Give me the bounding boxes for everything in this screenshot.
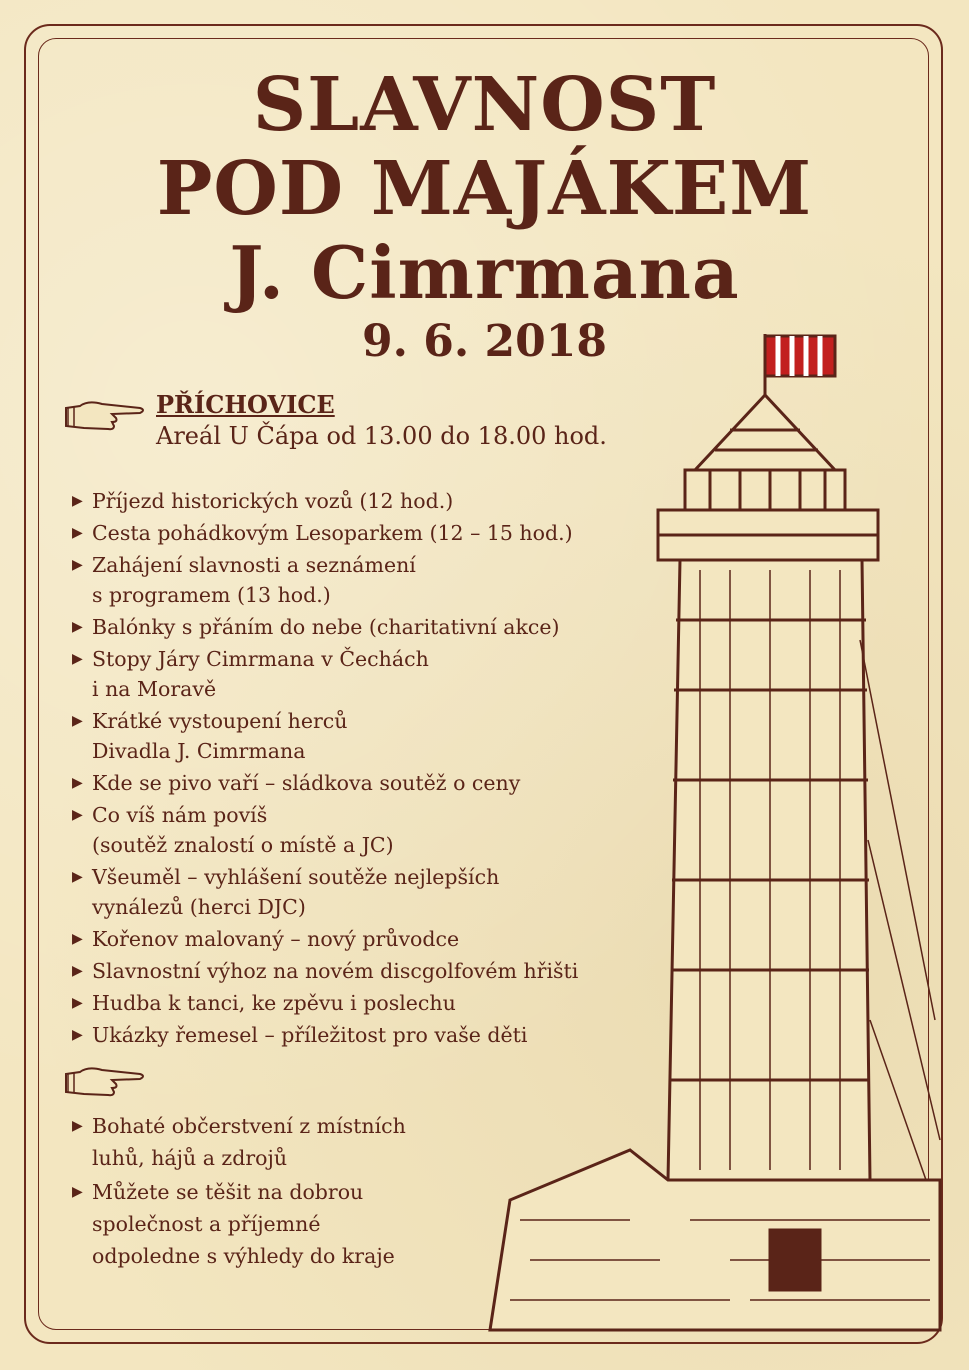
pointing-hand-icon: [62, 394, 146, 434]
triangle-bullet-icon: ▶: [72, 807, 83, 823]
list-item-line1: Všeuměl – vyhlášení soutěže nejlepších: [92, 865, 500, 889]
triangle-bullet-icon: ▶: [72, 493, 83, 509]
list-item-line1: Příjezd historických vozů (12 hod.): [92, 489, 454, 513]
list-item-line3: odpoledne s výhledy do kraje: [92, 1244, 395, 1268]
event-date: 9. 6. 2018: [362, 316, 607, 367]
list-item-line1: Bohaté občerstvení z místních: [92, 1114, 406, 1138]
list-item-line1: Hudba k tanci, ke zpěvu i poslechu: [92, 991, 456, 1015]
triangle-bullet-icon: ▶: [72, 775, 83, 791]
triangle-bullet-icon: ▶: [72, 995, 83, 1011]
triangle-bullet-icon: ▶: [72, 651, 83, 667]
triangle-bullet-icon: ▶: [72, 963, 83, 979]
triangle-bullet-icon: ▶: [72, 525, 83, 541]
list-item-line1: Kde se pivo vaří – sládkova soutěž o ceny: [92, 771, 521, 795]
triangle-bullet-icon: ▶: [72, 713, 83, 729]
list-item-line1: Kořenov malovaný – nový průvodce: [92, 927, 460, 951]
triangle-bullet-icon: ▶: [72, 1118, 83, 1134]
title-line-2: POD MAJÁKEM: [156, 146, 813, 232]
title-line-3: J. Cimrmana: [229, 230, 740, 315]
triangle-bullet-icon: ▶: [72, 1027, 83, 1043]
lighthouse-illustration: [430, 320, 950, 1350]
title-line-1: SLAVNOST: [252, 62, 717, 148]
list-item-line2: vynálezů (herci DJC): [92, 895, 306, 919]
triangle-bullet-icon: ▶: [72, 557, 83, 573]
list-item-line2: luhů, hájů a zdrojů: [92, 1146, 288, 1170]
list-item-line2: s programem (13 hod.): [92, 583, 331, 607]
list-item-line1: Krátké vystoupení herců: [92, 709, 348, 733]
pointing-hand-icon: [62, 1060, 146, 1100]
location-venue: Areál U Čápa od 13.00 do 18.00 hod.: [156, 422, 607, 450]
list-item-line1: Stopy Járy Cimrmana v Čechách: [92, 647, 429, 671]
triangle-bullet-icon: ▶: [72, 869, 83, 885]
list-item-line2: společnost a příjemné: [92, 1212, 321, 1236]
list-item-line1: Zahájení slavnosti a seznámení: [92, 553, 416, 577]
list-item-line1: Ukázky řemesel – příležitost pro vaše děti: [92, 1023, 528, 1047]
list-item-line2: (soutěž znalostí o místě a JC): [92, 833, 394, 857]
list-item-line1: Co víš nám povíš: [92, 803, 268, 827]
list-item-line1: Můžete se těšit na dobrou: [92, 1180, 364, 1204]
triangle-bullet-icon: ▶: [72, 619, 83, 635]
location-place: PŘÍCHOVICE: [156, 390, 335, 419]
list-item-line1: Slavnostní výhoz na novém discgolfovém hřišti: [92, 959, 579, 983]
triangle-bullet-icon: ▶: [72, 1184, 83, 1200]
list-item-line2: Divadla J. Cimrmana: [92, 739, 306, 763]
triangle-bullet-icon: ▶: [72, 931, 83, 947]
list-item-line2: i na Moravě: [92, 677, 217, 701]
list-item-line1: Balónky s přáním do nebe (charitativní akce): [92, 615, 560, 639]
list-item-line1: Cesta pohádkovým Lesoparkem (12 – 15 hod.): [92, 521, 573, 545]
